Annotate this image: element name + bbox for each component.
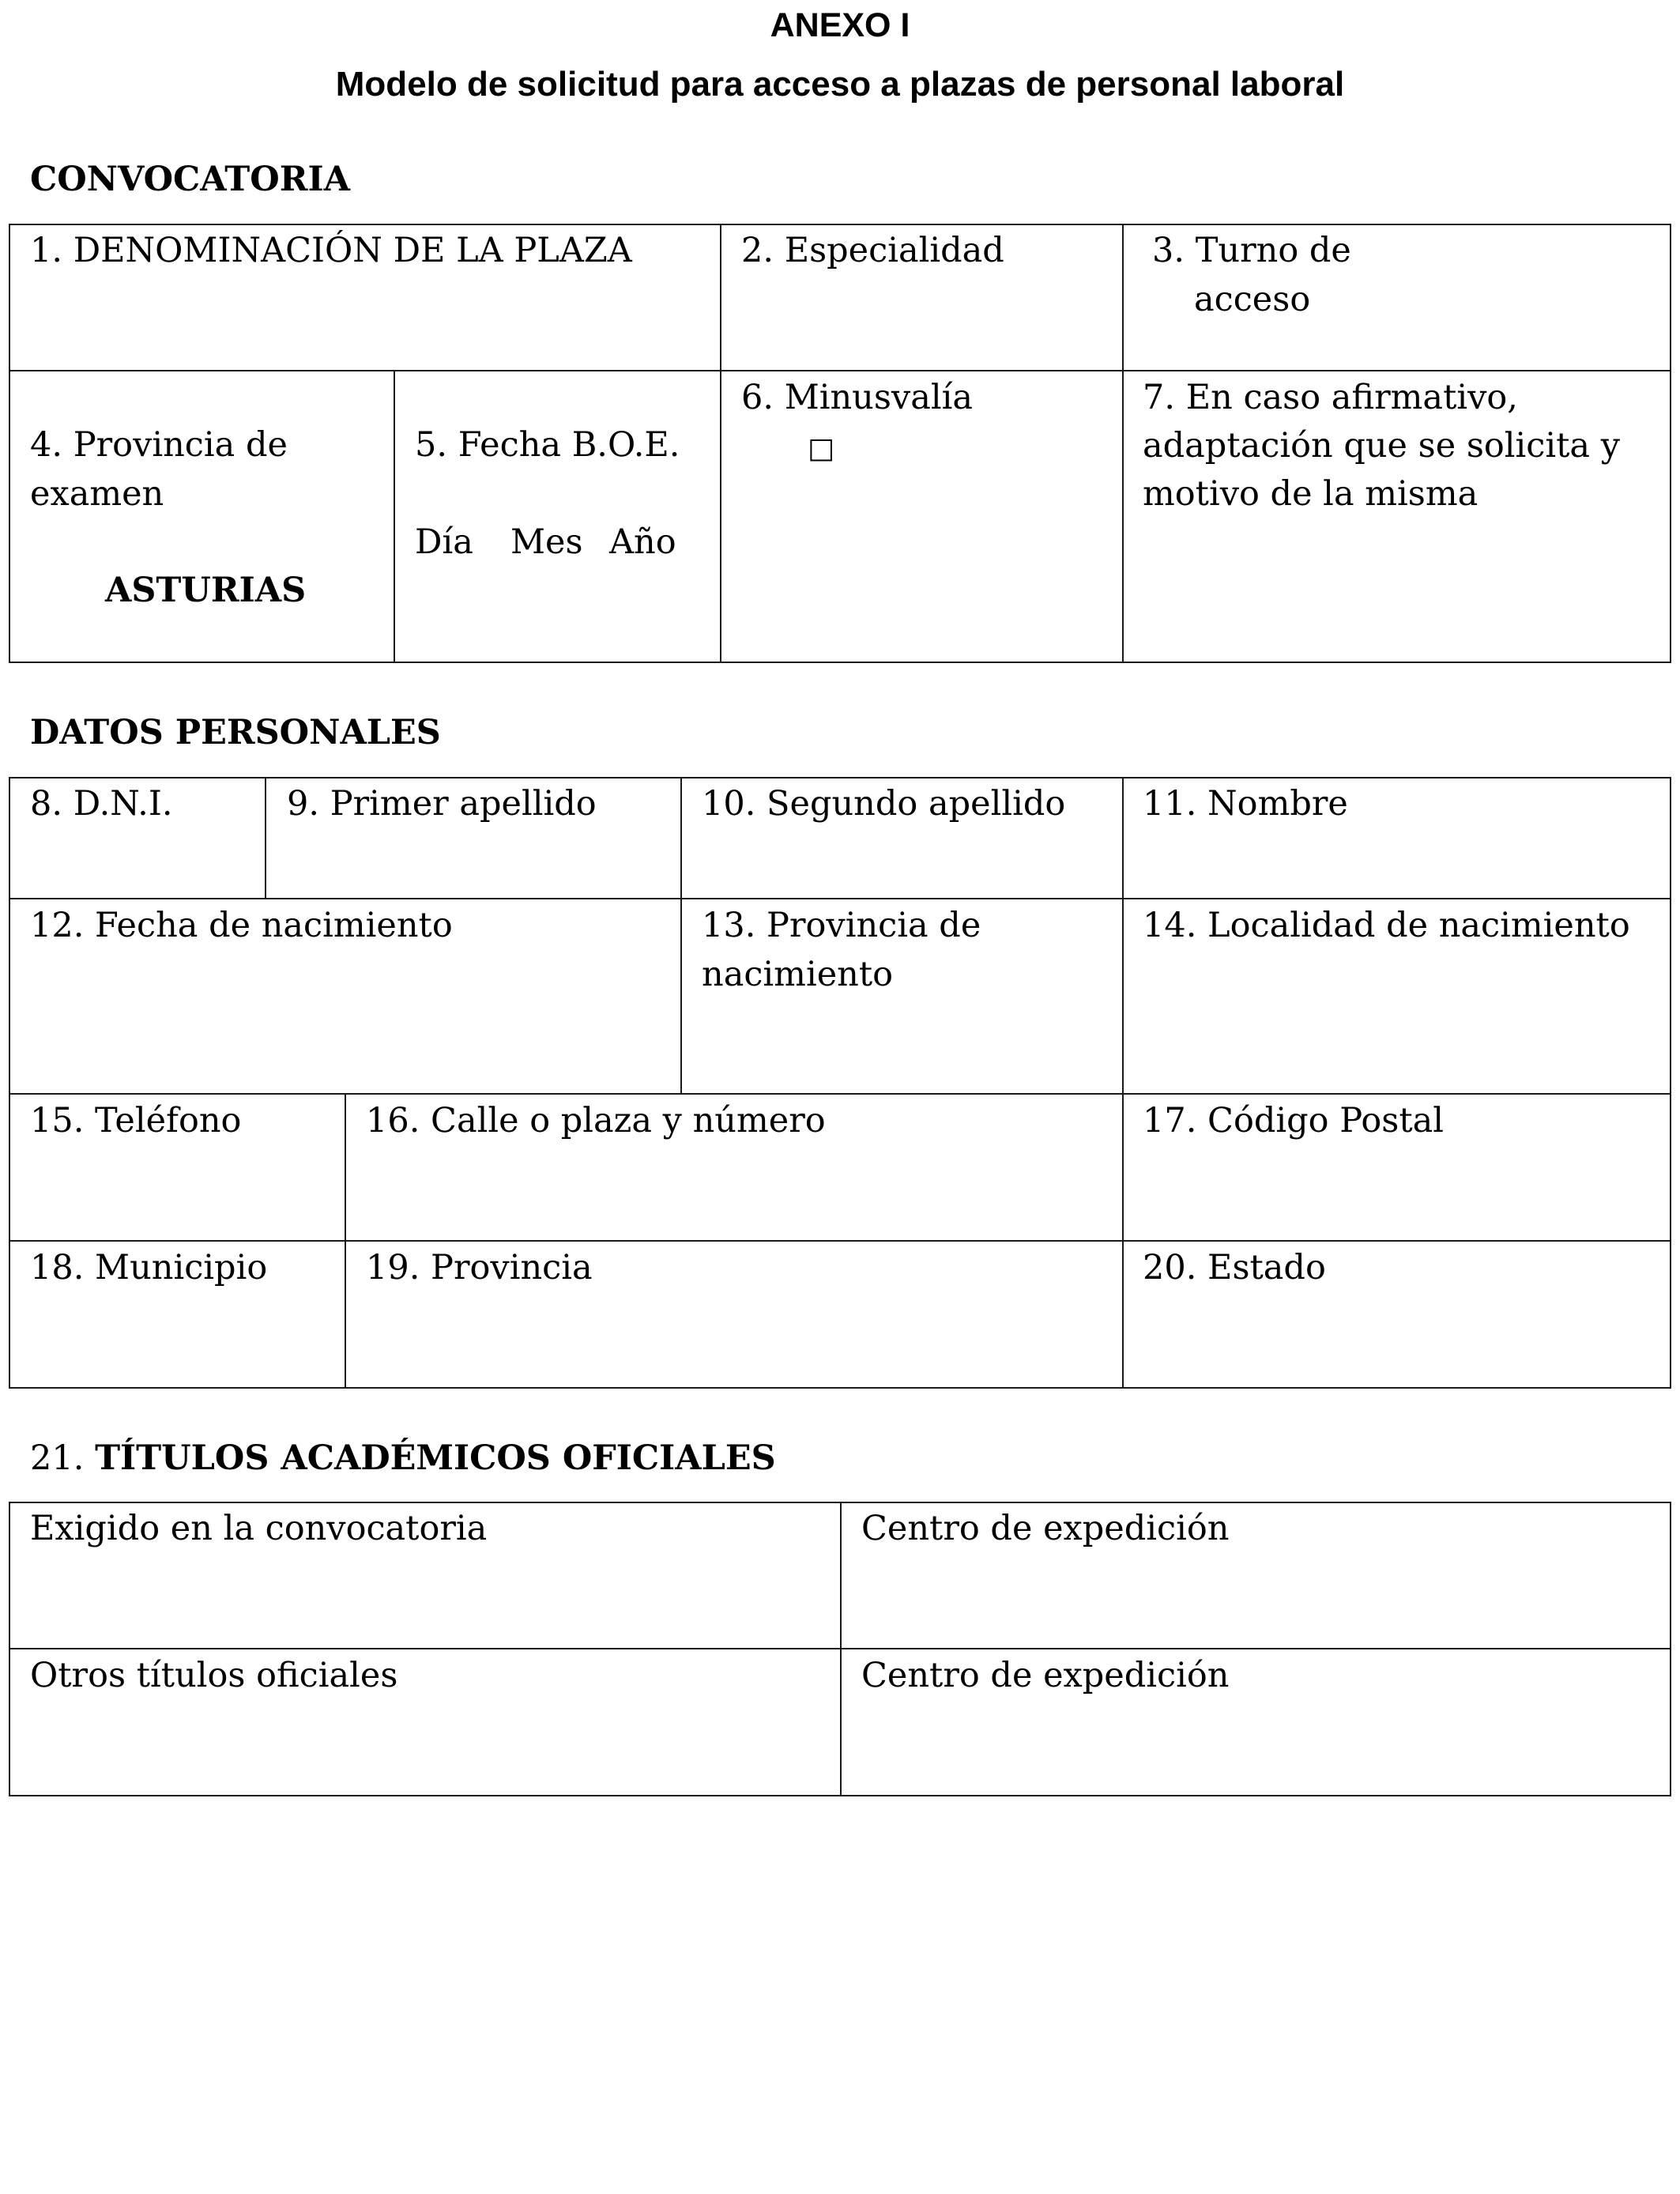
field-label: 20. Estado [1143,1248,1326,1287]
field-label: 6. Minusvalía [741,378,974,417]
document-title: ANEXO I [770,6,910,44]
date-year-label: Año [609,522,676,562]
field-label: examen [30,474,164,514]
field-label: adaptación que se solicita y [1143,426,1621,466]
field-label: 4. Provincia de [30,425,288,465]
column-divider [345,1093,346,1389]
column-divider [720,224,721,663]
field-label: 3. Turno de [1152,231,1351,270]
row-divider [9,1093,1671,1095]
field-label: 16. Calle o plaza y número [366,1101,826,1140]
field-label: 14. Localidad de nacimiento [1143,906,1630,945]
column-divider [680,777,682,1093]
field-label: 18. Municipio [30,1248,268,1287]
field-label: 8. D.N.I. [30,784,173,824]
field-label: 11. Nombre [1143,784,1348,824]
column-divider [394,370,395,663]
date-day-label: Día [415,522,473,562]
document-subtitle: Modelo de solicitud para acceso a plazas de personal laboral [335,65,1345,104]
field-label: 9. Primer apellido [287,784,597,824]
column-divider [840,1502,842,1796]
field-value: ASTURIAS [105,571,307,610]
section-heading-titulos [30,1438,776,1478]
row-divider [9,370,1671,371]
field-label: Exigido en la convocatoria [30,1509,488,1548]
field-label: Centro de expedición [861,1656,1230,1695]
section-heading-datos-personales: DATOS PERSONALES [30,713,441,752]
minusvalia-checkbox[interactable]: □ [808,432,835,465]
section-title: TÍTULOS ACADÉMICOS OFICIALES [95,1438,776,1478]
field-label: 19. Provincia [366,1248,593,1287]
datos-personales-table [9,777,1671,1389]
column-divider [1122,224,1124,663]
column-divider [265,777,266,898]
field-label: 5. Fecha B.O.E. [415,425,680,465]
date-month-label: Mes [510,522,583,562]
field-label: Centro de expedición [861,1509,1230,1548]
field-label: motivo de la misma [1143,474,1478,514]
field-label: 10. Segundo apellido [702,784,1066,824]
field-label: 12. Fecha de nacimiento [30,906,453,945]
field-label: 7. En caso afirmativo, [1143,378,1518,417]
row-divider [9,1240,1671,1242]
field-label: 17. Código Postal [1143,1101,1445,1140]
field-label: nacimiento [702,955,894,994]
field-label: 13. Provincia de [702,906,981,945]
field-label: 1. DENOMINACIÓN DE LA PLAZA [30,231,632,270]
field-label: Otros títulos oficiales [30,1656,398,1695]
column-divider [1122,777,1124,1389]
field-label: 2. Especialidad [741,231,1004,270]
field-label: acceso [1194,280,1311,319]
field-label: 15. Teléfono [30,1101,242,1140]
section-number: 21. [30,1438,96,1478]
section-heading-convocatoria: CONVOCATORIA [30,160,350,199]
row-divider [9,898,1671,899]
